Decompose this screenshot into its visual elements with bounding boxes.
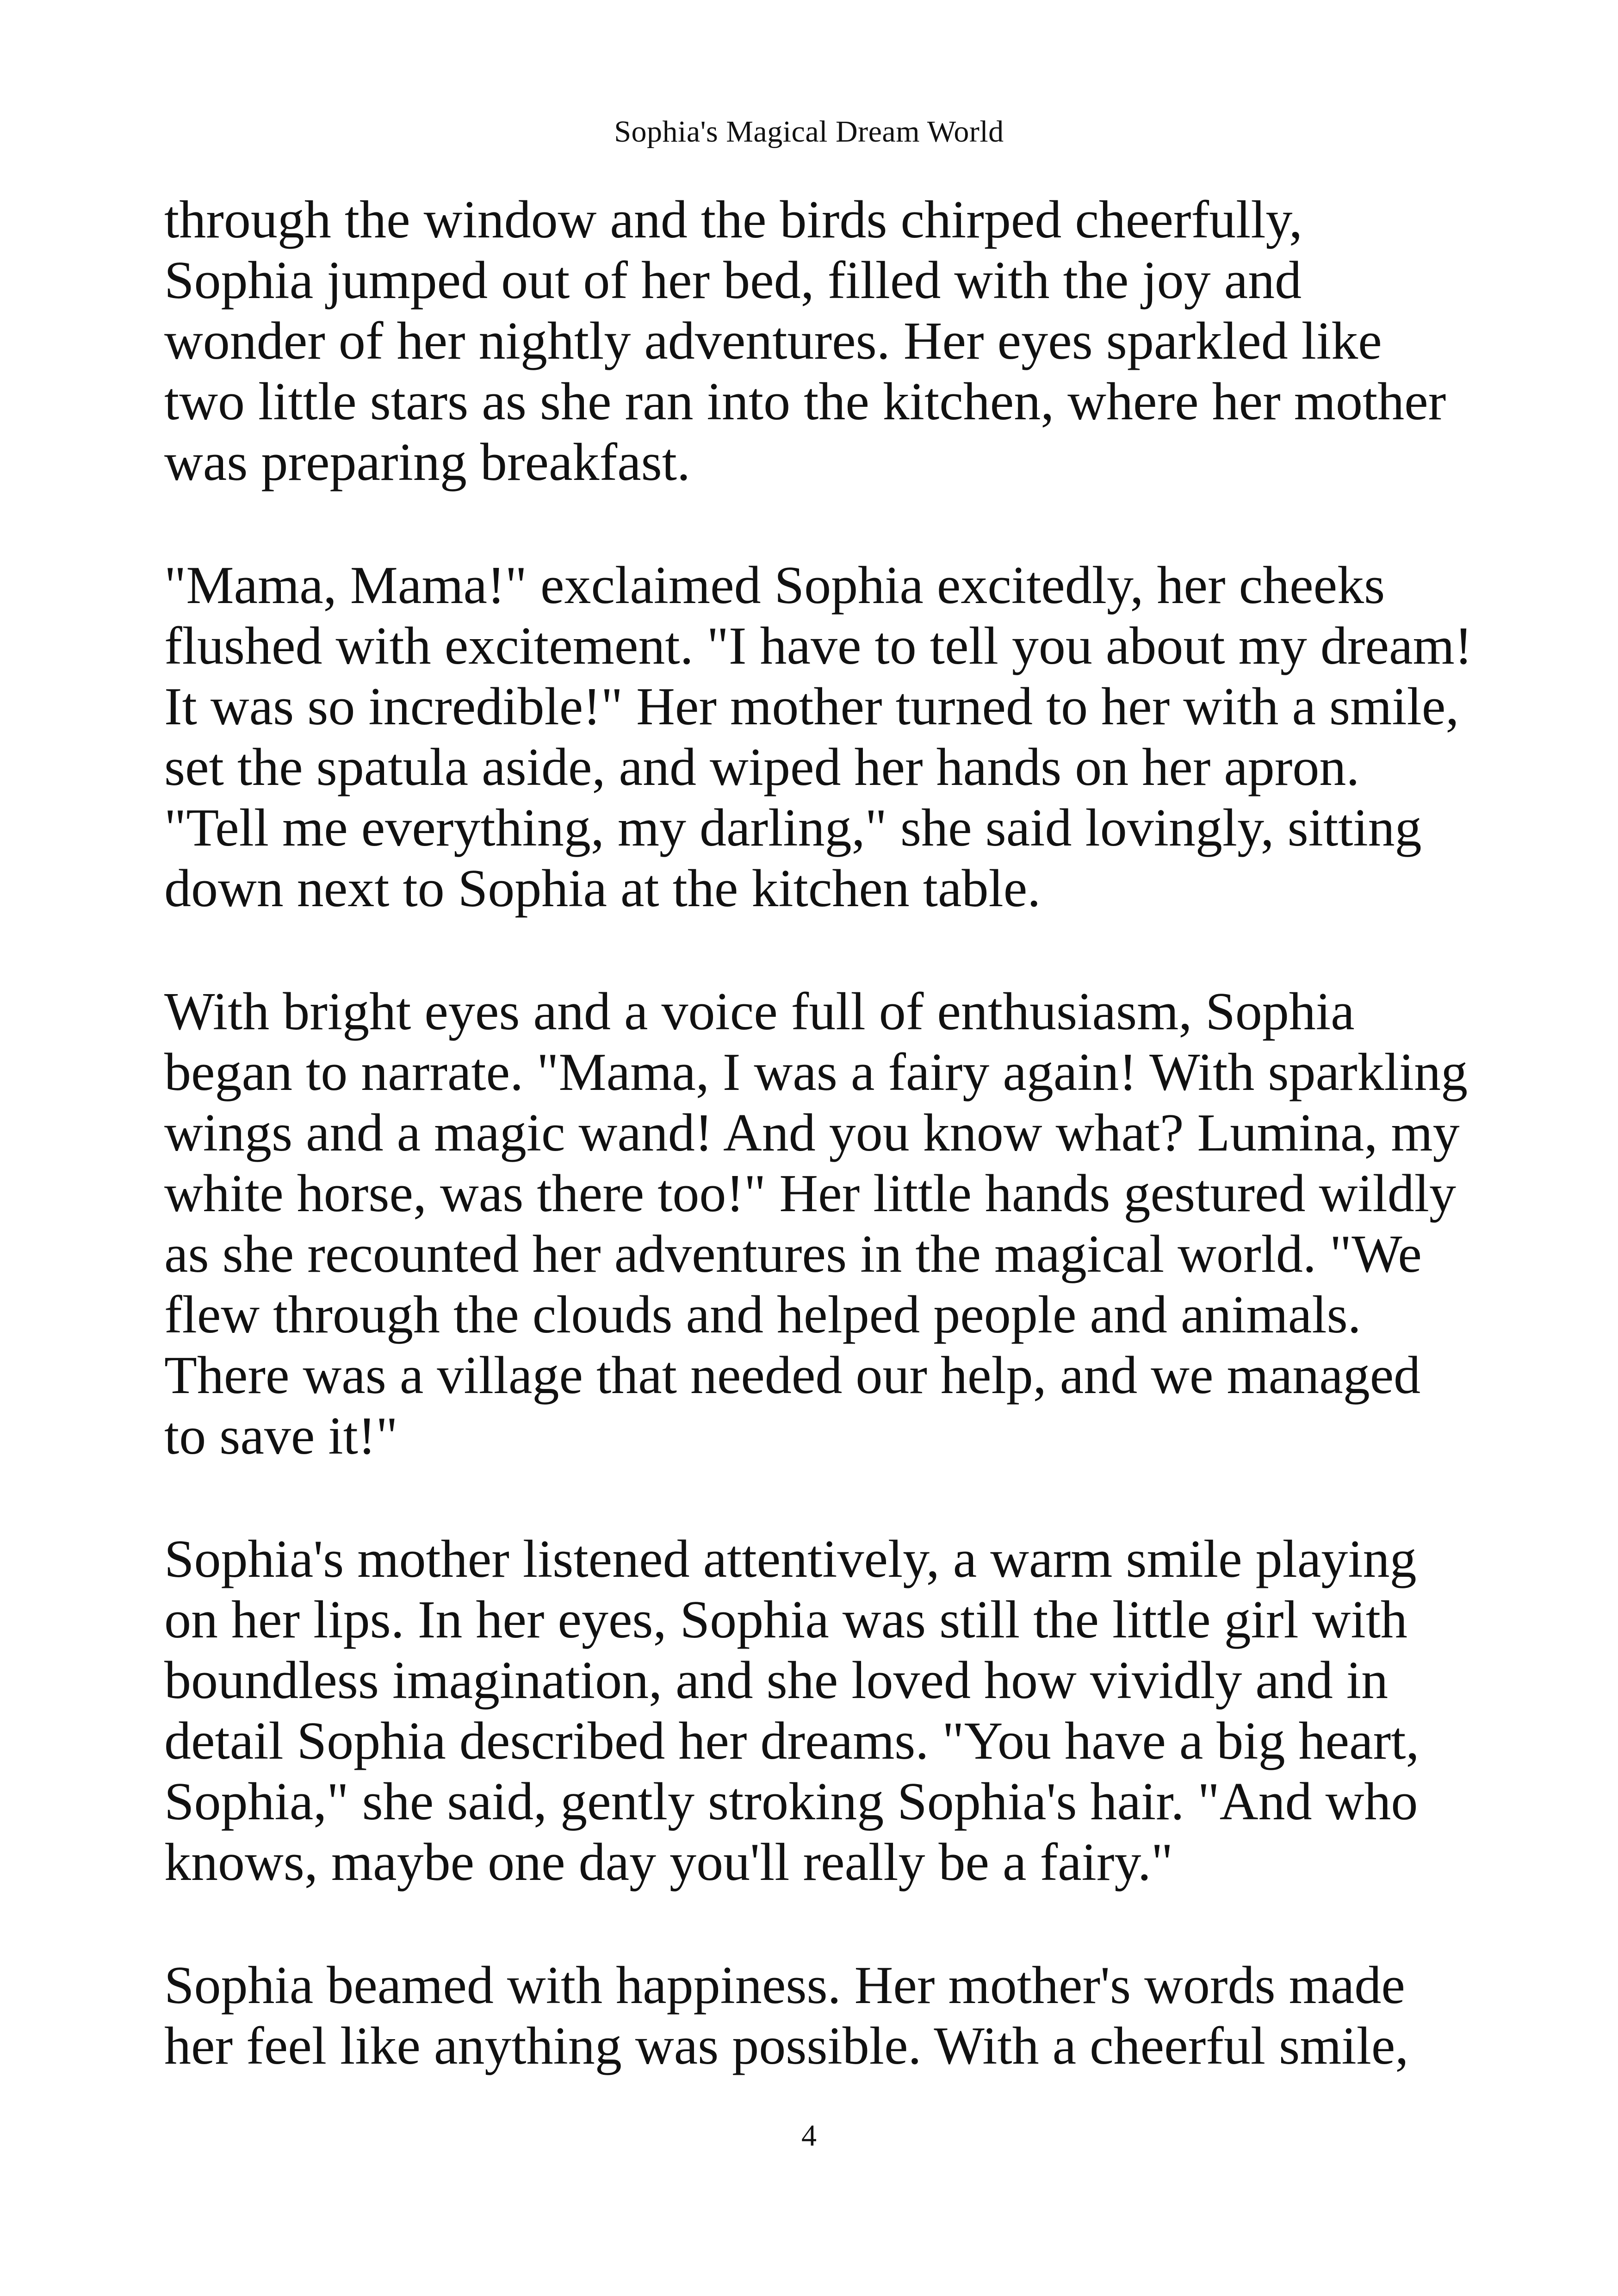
text-line: Sophia jumped out of her bed, filled with the joy and <box>164 251 1302 310</box>
text-line: flew through the clouds and helped people and animals. <box>164 1285 1361 1344</box>
text-line: flushed with excitement. "I have to tell you about my dream! <box>164 616 1473 676</box>
text-line: to save it!" <box>164 1406 398 1466</box>
text-line: detail Sophia described her dreams. "You have a big heart, <box>164 1711 1420 1771</box>
text-line: through the window and the birds chirped cheerfully, <box>164 190 1303 249</box>
text-line: her feel like anything was possible. With a cheerful smile, <box>164 2016 1409 2076</box>
page-number: 4 <box>801 2119 817 2153</box>
text-line: white horse, was there too!" Her little hands gestured wildly <box>164 1164 1456 1223</box>
text-line: two little stars as she ran into the kitchen, where her mother <box>164 372 1446 431</box>
paragraph <box>164 982 1468 1467</box>
text-line: as she recounted her adventures in the magical world. "We <box>164 1225 1422 1284</box>
paragraph <box>164 1529 1455 1893</box>
text-line: down next to Sophia at the kitchen table. <box>164 859 1041 918</box>
text-line: With bright eyes and a voice full of enthusiasm, Sophia <box>164 982 1355 1041</box>
text-line: It was so incredible!" Her mother turned to her with a smile, <box>164 677 1459 736</box>
text-line: Sophia," she said, gently stroking Sophia's hair. "And who <box>164 1772 1418 1831</box>
text-line: set the spatula aside, and wiped her hands on her apron. <box>164 738 1360 797</box>
paragraph <box>164 555 1473 919</box>
text-line: "Mama, Mama!" exclaimed Sophia excitedly, her cheeks <box>164 556 1385 615</box>
text-line: knows, maybe one day you'll really be a fairy." <box>164 1833 1173 1892</box>
body-text <box>164 190 1473 2139</box>
running-header: Sophia's Magical Dream World <box>614 115 1004 149</box>
text-line: Sophia beamed with happiness. Her mother's words made <box>164 1956 1405 2015</box>
text-line: Sophia's mother listened attentively, a warm smile playing <box>164 1530 1417 1589</box>
paragraph <box>164 1955 1455 2077</box>
text-line: "Tell me everything, my darling," she said lovingly, sitting <box>164 798 1422 858</box>
text-line: wonder of her nightly adventures. Her eyes sparkled like <box>164 311 1382 371</box>
text-line: began to narrate. "Mama, I was a fairy again! With sparkling <box>164 1043 1468 1102</box>
paragraph <box>164 190 1455 493</box>
text-line: There was a village that needed our help, and we managed <box>164 1346 1421 1405</box>
text-line: boundless imagination, and she loved how vividly and in <box>164 1651 1389 1710</box>
text-line: wings and a magic wand! And you know what? Lumina, my <box>164 1103 1460 1163</box>
text-line: on her lips. In her eyes, Sophia was still the little girl with <box>164 1590 1407 1649</box>
text-line: was preparing breakfast. <box>164 433 690 492</box>
